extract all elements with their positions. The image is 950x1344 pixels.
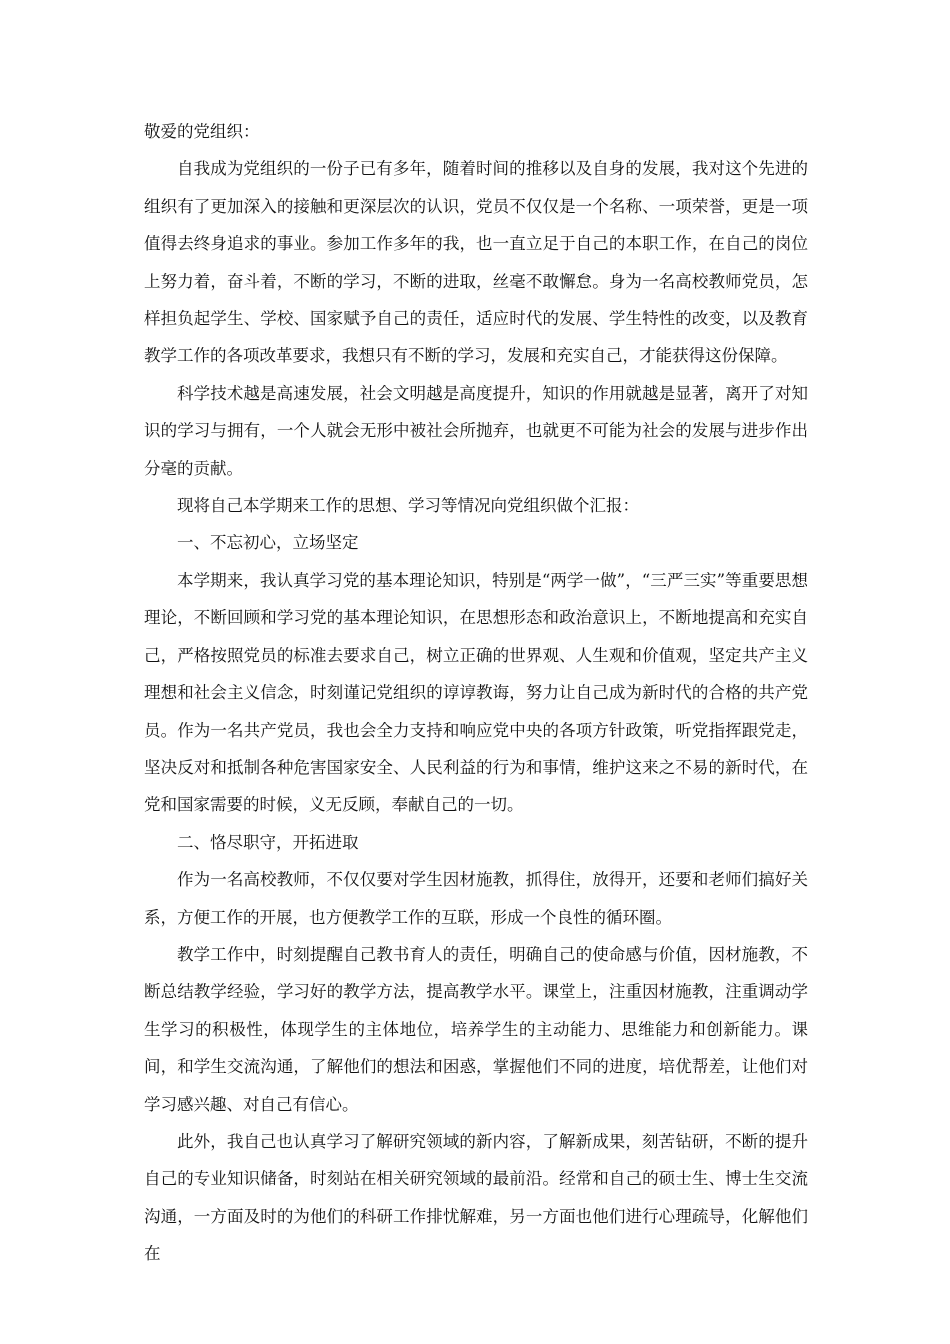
paragraph-theory-study: 本学期来，我认真学习党的基本理论知识，特别是“两学一做”，“三严三实”等重要思想理论，不断回顾和学习党的基本理论知识，在思想形态和政治意识上，不断地提高和充实自己，严格按照党员的标准去要求自己，树立正确的世界观、人生观和价值观，坚定共产主义理想和社会主义信念，时刻谨记党组织的谆谆教诲，努力让自己成为新时代的合格的共产党员。作为一名共产党员，我也会全力支持和响应党中央的各项方针政策，听党指挥跟党走，坚决反对和抵制各种危害国家安全、人民利益的行为和事情，维护这来之不易的新时代，在党和国家需要的时候，义无反顾，奉献自己的一切。 [144,570,808,815]
paragraph-research: 此外，我自己也认真学习了解研究领域的新内容，了解新成果，刻苦钻研，不断的提升自己的专业知识储备，时刻站在相关研究领域的最前沿。经常和自己的硕士生、博士生交流沟通，一方面及时的为他们的科研工作排忧解难，另一方面也他们进行心理疏导，化解他们在 [144,1131,808,1264]
paragraph-report-lead: 现将自己本学期来工作的思想、学习等情况向党组织做个汇报： [177,496,639,516]
section-heading-2: 二、恪尽职守，开拓进取 [177,832,359,852]
paragraph-teacher-role: 作为一名高校教师，不仅仅要对学生因材施教，抓得住，放得开，还要和老师们搞好关系，方便工作的开展，也方便教学工作的互联，形成一个良性的循环圈。 [144,870,808,927]
salutation: 敬爱的党组织： [144,122,260,141]
paragraph-teaching-work: 教学工作中，时刻提醒自己教书育人的责任，明确自己的使命感与价值，因材施教，不断总结教学经验，学习好的教学方法，提高教学水平。课堂上，注重因材施教，注重调动学生学习的积极性，体现学生的主体地位，培养学生的主动能力、思维能力和创新能力。课间，和学生交流沟通，了解他们的想法和困惑，掌握他们不同的进度，培优帮差，让他们对学习感兴趣、对自己有信心。 [144,944,808,1114]
letter-body [144,113,808,1273]
paragraph-intro: 自我成为党组织的一份子已有多年，随着时间的推移以及自身的发展，我对这个先进的组织有了更加深入的接触和更深层次的认识，党员不仅仅是一个名称、一项荣誉，更是一项值得去终身追求的事业。参加工作多年的我，也一直立足于自己的本职工作，在自己的岗位上努力着，奋斗着，不断的学习，不断的进取，丝毫不敢懈怠。身为一名高校教师党员，怎样担负起学生、学校、国家赋予自己的责任，适应时代的发展、学生特性的改变，以及教育教学工作的各项改革要求，我想只有不断的学习，发展和充实自己，才能获得这份保障。 [144,159,808,366]
section-heading-1: 一、不忘初心，立场坚定 [177,533,359,553]
paragraph-knowledge: 科学技术越是高速发展，社会文明越是高度提升，知识的作用就越是显著，离开了对知识的学习与拥有，一个人就会无形中被社会所抛弃，也就更不可能为社会的发展与进步作出分毫的贡献。 [144,383,808,478]
